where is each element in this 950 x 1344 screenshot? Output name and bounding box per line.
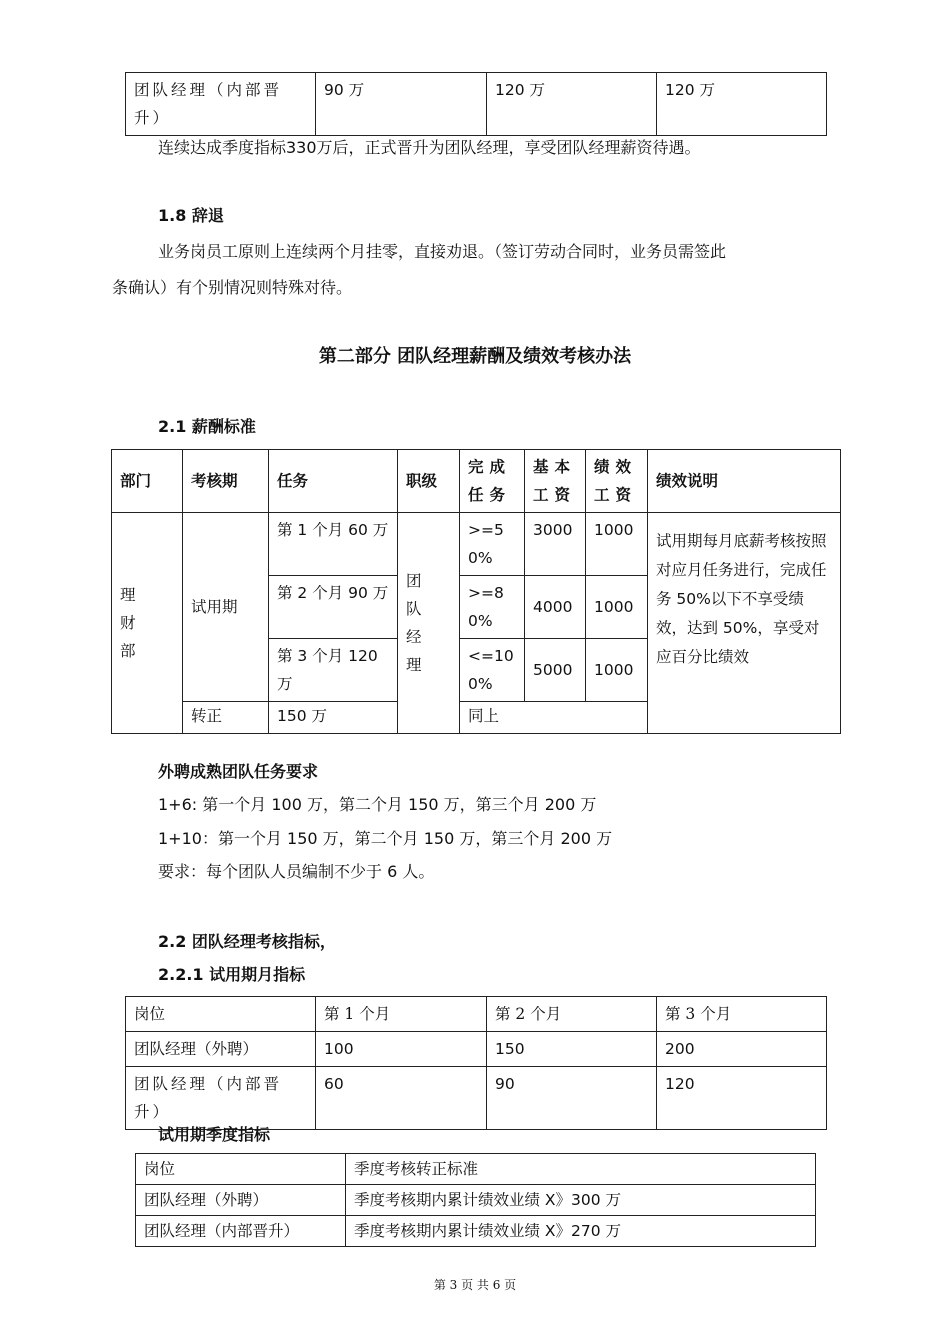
table-row xyxy=(126,1032,827,1067)
table-cell: 季度考核期内累计绩效业绩 X》270 万 xyxy=(346,1216,816,1247)
section-heading-2-2-1: 2.2.1 试用期月指标 xyxy=(158,965,306,984)
header-base: 基本工资 xyxy=(525,450,586,513)
top-table xyxy=(125,72,827,136)
table-cell: 120 万 xyxy=(657,73,827,136)
table-cell: 团队经理（外聘） xyxy=(126,1032,316,1067)
part-two-title: 第二部分 团队经理薪酬及绩效考核办法 xyxy=(318,346,632,367)
salary-table xyxy=(111,449,841,734)
section-heading-2-2: 2.2 团队经理考核指标， xyxy=(158,932,336,951)
header-completion: 完成任务 xyxy=(460,450,525,513)
table-cell: 团队经理（内部晋升） xyxy=(126,1067,316,1130)
cell-base: 3000 xyxy=(525,513,586,576)
cell-note: 试用期每月底薪考核按照对应月任务进行，完成任务 50%以下不享受绩效，达到 50%，享受对应百分比绩效 xyxy=(648,513,841,734)
section-heading-1-8: 1.8 辞退 xyxy=(158,206,224,225)
cell-regular: 转正 xyxy=(183,702,269,734)
cell-completion: >=50% xyxy=(460,513,525,576)
header-period: 考核期 xyxy=(183,450,269,513)
table-cell: 150 xyxy=(487,1032,657,1067)
cell-regular-task: 150 万 xyxy=(269,702,398,734)
header-cell: 季度考核转正标准 xyxy=(346,1154,816,1185)
quarter-heading: 试用期季度指标 xyxy=(158,1125,271,1144)
cell-completion: >=80% xyxy=(460,576,525,639)
table-cell: 90 xyxy=(487,1067,657,1130)
cell-dept: 理财部 xyxy=(112,513,183,734)
monthly-table xyxy=(125,996,827,1130)
cell-task: 第 2 个月 90 万 xyxy=(269,576,398,639)
external-team-line-1: 1+6: 第一个月 100 万，第二个月 150 万，第三个月 200 万 xyxy=(158,795,597,814)
cell-base: 5000 xyxy=(525,639,586,702)
table-cell: 120 万 xyxy=(487,73,657,136)
table-header-row xyxy=(136,1154,816,1185)
table-row xyxy=(112,513,841,576)
cell-perf: 1000 xyxy=(586,639,648,702)
table-row xyxy=(126,1067,827,1130)
cell-perf: 1000 xyxy=(586,513,648,576)
table-row xyxy=(136,1216,816,1247)
page-footer: 第 3 页 共 6 页 xyxy=(433,1278,517,1292)
table-row xyxy=(136,1185,816,1216)
promotion-paragraph: 连续达成季度指标330万后，正式晋升为团队经理，享受团队经理薪资待遇。 xyxy=(158,138,701,157)
table-cell: 200 xyxy=(657,1032,827,1067)
table-cell: 团队经理（外聘） xyxy=(136,1185,346,1216)
cell-trial-period: 试用期 xyxy=(183,513,269,702)
table-header-row xyxy=(126,997,827,1032)
table-cell: 季度考核期内累计绩效业绩 X》300 万 xyxy=(346,1185,816,1216)
table-row xyxy=(126,73,827,136)
table-cell: 团队经理（内部晋升） xyxy=(136,1216,346,1247)
dismissal-line-1: 业务岗员工原则上连续两个月挂零，直接劝退。（签订劳动合同时，业务员需签此 xyxy=(158,242,727,261)
cell-level: 团队经理 xyxy=(398,513,460,734)
header-cell: 第 2 个月 xyxy=(487,997,657,1032)
header-note: 绩效说明 xyxy=(648,450,841,513)
header-dept: 部门 xyxy=(112,450,183,513)
cell-regular-same: 同上 xyxy=(460,702,648,734)
table-cell: 100 xyxy=(316,1032,487,1067)
cell-completion: <=100% xyxy=(460,639,525,702)
header-cell: 岗位 xyxy=(136,1154,346,1185)
section-heading-2-1: 2.1 薪酬标准 xyxy=(158,417,256,436)
external-team-heading: 外聘成熟团队任务要求 xyxy=(158,762,319,781)
table-cell: 90 万 xyxy=(316,73,487,136)
quarterly-table xyxy=(135,1153,816,1247)
cell-perf: 1000 xyxy=(586,576,648,639)
header-perf: 绩效工资 xyxy=(586,450,648,513)
table-header-row xyxy=(112,450,841,513)
table-cell: 120 xyxy=(657,1067,827,1130)
table-cell: 60 xyxy=(316,1067,487,1130)
external-team-line-3: 要求：每个团队人员编制不少于 6 人。 xyxy=(158,862,435,881)
header-task: 任务 xyxy=(269,450,398,513)
header-cell: 岗位 xyxy=(126,997,316,1032)
cell-base: 4000 xyxy=(525,576,586,639)
cell-task: 第 3 个月 120 万 xyxy=(269,639,398,702)
header-cell: 第 3 个月 xyxy=(657,997,827,1032)
header-cell: 第 1 个月 xyxy=(316,997,487,1032)
external-team-line-2: 1+10：第一个月 150 万，第二个月 150 万，第三个月 200 万 xyxy=(158,829,613,848)
table-cell: 团队经理（内部晋升） xyxy=(126,73,316,136)
dismissal-line-2: 条确认）有个别情况则特殊对待。 xyxy=(112,278,353,297)
cell-task: 第 1 个月 60 万 xyxy=(269,513,398,576)
header-level: 职级 xyxy=(398,450,460,513)
